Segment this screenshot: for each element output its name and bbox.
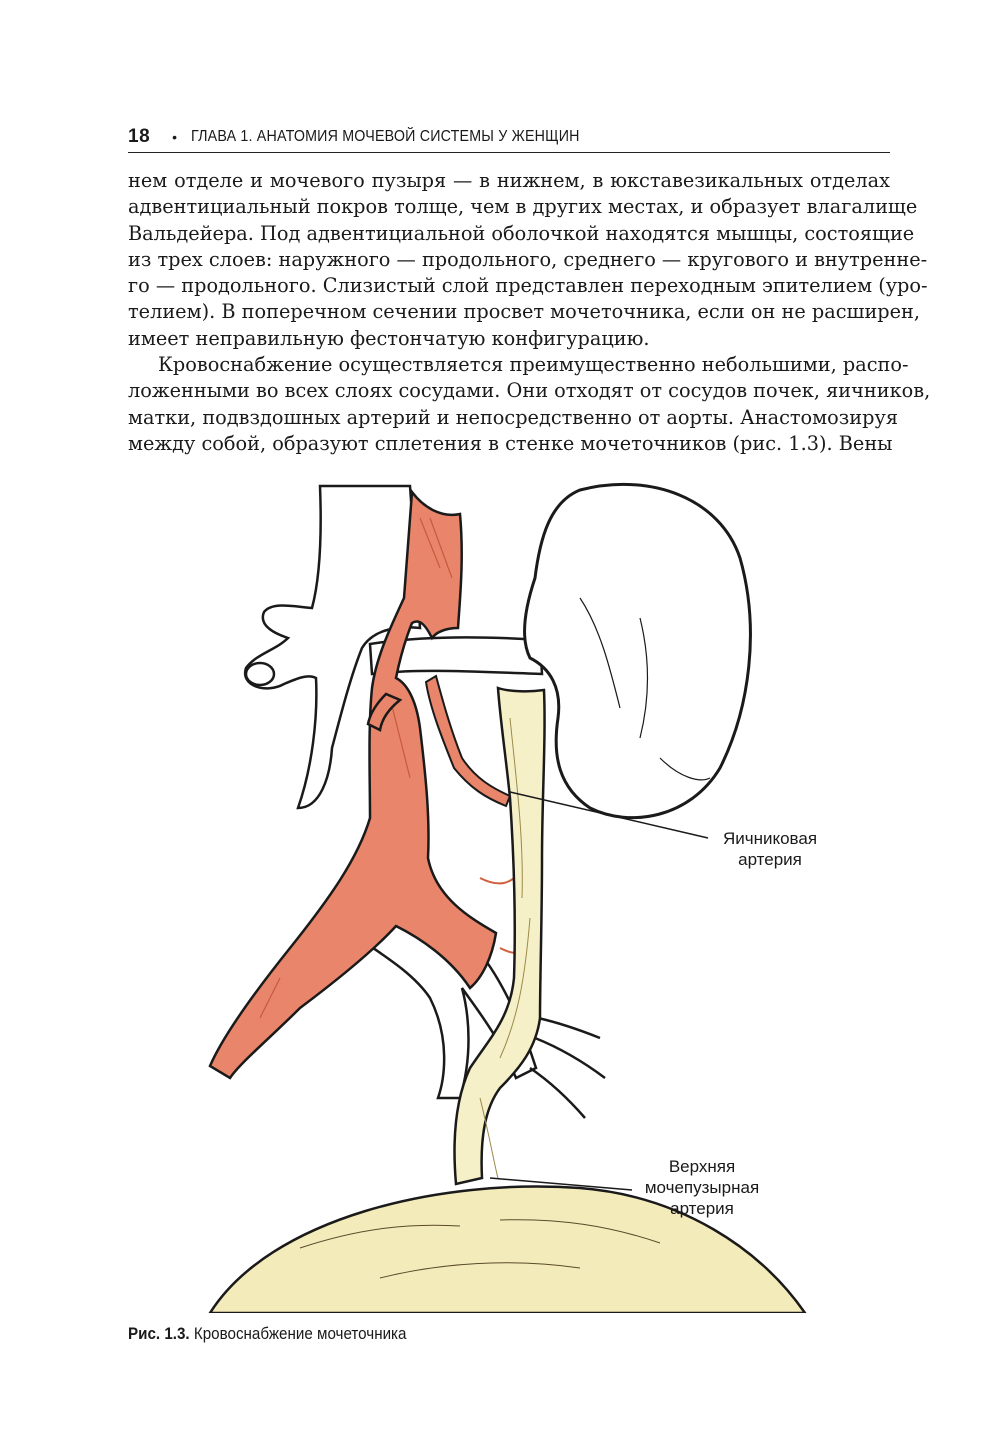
text-line: имеет неправильную фестончатую конфигурацию.: [128, 326, 650, 350]
vessel-lumen-shape: [246, 663, 274, 685]
ovarian-artery-label: [710, 828, 830, 870]
text-line: го — продольного. Слизистый слой представлен переходным эпителием (уро-: [128, 274, 928, 298]
text-line: адвентициальный покров толще, чем в других местах, и образует влагалище: [128, 195, 918, 219]
text-line: между собой, образуют сплетения в стенке мочеточников (рис. 1.3). Вены: [128, 431, 893, 455]
caption-text: Кровоснабжение мочеточника: [193, 1325, 407, 1343]
running-header: [128, 122, 890, 153]
text-line: ложенными во всех слоях сосудами. Они отходят от сосудов почек, яичников,: [128, 379, 931, 403]
label-line: Яичниковая: [722, 829, 818, 848]
text-line: нем отделе и мочевого пузыря — в нижнем, в юкставезикальных отделах: [128, 169, 890, 192]
iliac-vein-branches: [530, 1018, 605, 1118]
figure-caption: [128, 1325, 406, 1344]
page-number: 18: [128, 126, 151, 147]
ureter-blood-supply-figure: [180, 478, 820, 1313]
header-bullet: •: [172, 129, 178, 145]
kidney-shape: [525, 484, 751, 817]
text-line: Вальдейера. Под адвентициальной оболочкой находятся мышцы, состоящие: [128, 221, 915, 245]
text-line: матки, подвздошных артерий и непосредственно от аорты. Анастомозируя: [128, 405, 898, 429]
caption-number: Рис. 1.3.: [128, 1325, 190, 1343]
running-title: ГЛАВА 1. АНАТОМИЯ МОЧЕВОЙ СИСТЕМЫ У ЖЕНЩИН: [191, 128, 580, 145]
text-line: из трех слоев: наружного — продольного, среднего — кругового и внутренне-: [128, 247, 928, 271]
label-line: Верхняя: [668, 1157, 736, 1176]
body-text: [128, 168, 931, 457]
superior-vesical-artery-label: [632, 1156, 772, 1219]
text-line: телием). В поперечном сечении просвет мочеточника, если он не расширен,: [128, 300, 921, 324]
text-line: Кровоснабжение осуществляется преимущественно небольшими, распо-: [158, 353, 909, 377]
label-line: артерия: [738, 850, 802, 869]
label-line: мочепузырная: [644, 1178, 760, 1197]
label-line: артерия: [670, 1199, 734, 1218]
